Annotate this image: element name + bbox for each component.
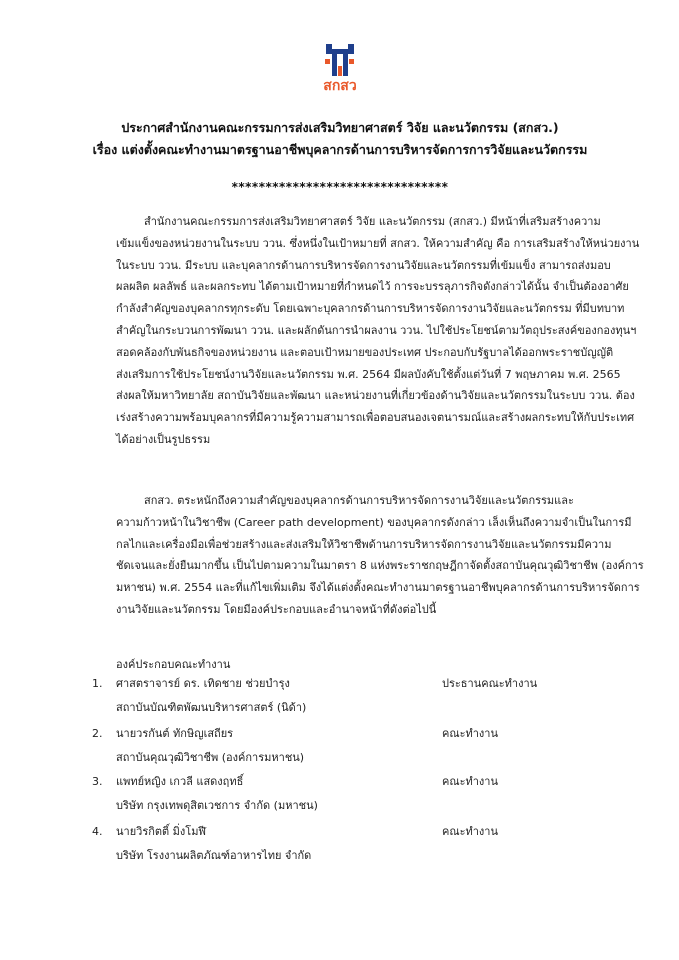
paragraph-intro [116, 211, 640, 451]
member-name: นายวรกันต์ ทักษิญเสถียร [116, 727, 234, 740]
section-title-members: องค์ประกอบคณะทำงาน [116, 658, 231, 671]
paragraph-rationale [116, 490, 644, 621]
logo-text: สกสว [323, 78, 357, 94]
agency-logo [316, 44, 364, 94]
separator: ******************************** [231, 180, 449, 194]
paragraph-line: มหาชน) พ.ศ. 2554 และที่แก้ไขเพิ่มเติม จึงได้แต่งตั้งคณะทำงานมาตรฐานอาชีพบุคลากรด้านการบริหารจัดการ [116, 581, 640, 595]
member-name: นายวิรกิตติ์ มิ่งโมฬี [116, 825, 206, 838]
paragraph-line: ผลผลิต ผลลัพธ์ และผลกระทบ ได้ตามเป้าหมายที่กำหนดไว้ การจะบรรลุภารกิจดังกล่าวได้นั้น จำเป็นต้องอาศัย [116, 280, 629, 294]
member-organization: บริษัท กรุงเทพดุสิตเวชการ จำกัด (มหาชน) [116, 799, 318, 812]
member-role: คณะทำงาน [442, 825, 498, 838]
member-name: แพทย์หญิง เกวลี แสดงฤทธิ์ [116, 775, 244, 788]
paragraph-line: ในระบบ ววน. มีระบบ และบุคลากรด้านการบริหารจัดการงานวิจัยและนวัตกรรมที่เข้มแข็ง สามารถส่งมอบ [116, 258, 611, 272]
member-number: 1. [92, 677, 103, 690]
tsri-logo-icon [323, 44, 357, 78]
announcement-title: ประกาศสำนักงานคณะกรรมการส่งเสริมวิทยาศาสตร์ วิจัย และนวัตกรรม (สกสว.) [121, 120, 559, 135]
member-organization: บริษัท โรงงานผลิตภัณฑ์อาหารไทย จำกัด [116, 849, 312, 862]
member-number: 3. [92, 775, 103, 788]
paragraph-line: สำคัญในกระบวนการพัฒนา ววน. และผลักดันการนำผลงาน ววน. ไปใช้ประโยชน์ตามวัตถุประสงค์ของกองทุนฯ [116, 323, 637, 337]
announcement-subject: เรื่อง แต่งตั้งคณะทำงานมาตรฐานอาชีพบุคลากรด้านการบริหารจัดการการวิจัยและนวัตกรรม [92, 142, 588, 157]
paragraph-line: เข้มแข็งของหน่วยงานในระบบ ววน. ซึ่งหนึ่งในเป้าหมายที่ สกสว. ให้ความสำคัญ คือ การเสริมสร้างให้หน่วยงาน [116, 236, 640, 250]
member-role: ประธานคณะทำงาน [442, 677, 538, 690]
paragraph-line: ชัดเจนและยั่งยืนมากขึ้น เป็นไปตามความในมาตรา 8 แห่งพระราชกฤษฎีกาจัดตั้งสถาบันคุณวุฒิวิชาชีพ (องค์การ [116, 559, 644, 573]
paragraph-line: สกสว. ตระหนักถึงความสำคัญของบุคลากรด้านการบริหารจัดการงานวิจัยและนวัตกรรมและ [144, 494, 574, 507]
member-number: 2. [92, 727, 103, 740]
paragraph-line: งานวิจัยและนวัตกรรม โดยมีองค์ประกอบและอำนาจหน้าที่ดังต่อไปนี้ [116, 602, 437, 616]
member-organization: สถาบันคุณวุฒิวิชาชีพ (องค์การมหาชน) [116, 751, 305, 764]
paragraph-line: ส่งเสริมการใช้ประโยชน์งานวิจัยและนวัตกรรม พ.ศ. 2564 มีผลบังคับใช้ตั้งแต่วันที่ 7 พฤษภาคม พ.ศ. 2565 [116, 367, 621, 381]
paragraph-line: กลไกและเครื่องมือเพื่อช่วยสร้างและส่งเสริมให้วิชาชีพด้านการบริหารจัดการงานวิจัยและนวัตกรรมมีความ [116, 537, 612, 551]
member-role: คณะทำงาน [442, 727, 498, 740]
paragraph-line: ได้อย่างเป็นรูปธรรม [116, 432, 211, 446]
paragraph-line: ส่งผลให้มหาวิทยาลัย สถาบันวิจัยและพัฒนา และหน่วยงานที่เกี่ยวข้องด้านวิจัยและนวัตกรรมในระบบ ววน. ต้อง [116, 389, 635, 403]
member-number: 4. [92, 825, 103, 838]
member-name: ศาสตราจารย์ ดร. เทิดชาย ช่วยบำรุง [116, 677, 290, 690]
member-organization: สถาบันบัณฑิตพัฒนบริหารศาสตร์ (นิด้า) [116, 701, 307, 714]
member-role: คณะทำงาน [442, 775, 498, 788]
paragraph-line: เร่งสร้างความพร้อมบุคลากรที่มีความรู้ความสามารถเพื่อตอบสนองเจตนารมณ์และสร้างผลกระทบให้กับประเทศ [116, 411, 635, 425]
paragraph-line: ความก้าวหน้าในวิชาชีพ (Career path development) ของบุคลากรดังกล่าว เล็งเห็นถึงความจำเป็นในการมี [116, 515, 632, 529]
paragraph-line: สำนักงานคณะกรรมการส่งเสริมวิทยาศาสตร์ วิจัย และนวัตกรรม (สกสว.) มีหน้าที่เสริมสร้างความ [144, 215, 601, 228]
paragraph-line: กำลังสำคัญของบุคลากรทุกระดับ โดยเฉพาะบุคลากรด้านการบริหารจัดการงานวิจัยและนวัตกรรม ที่มีบทบาท [116, 302, 625, 316]
paragraph-line: สอดคล้องกับพันธกิจของหน่วยงาน และตอบเป้าหมายของประเทศ ประกอบกับรัฐบาลได้ออกพระราชบัญญัติ [116, 345, 614, 359]
